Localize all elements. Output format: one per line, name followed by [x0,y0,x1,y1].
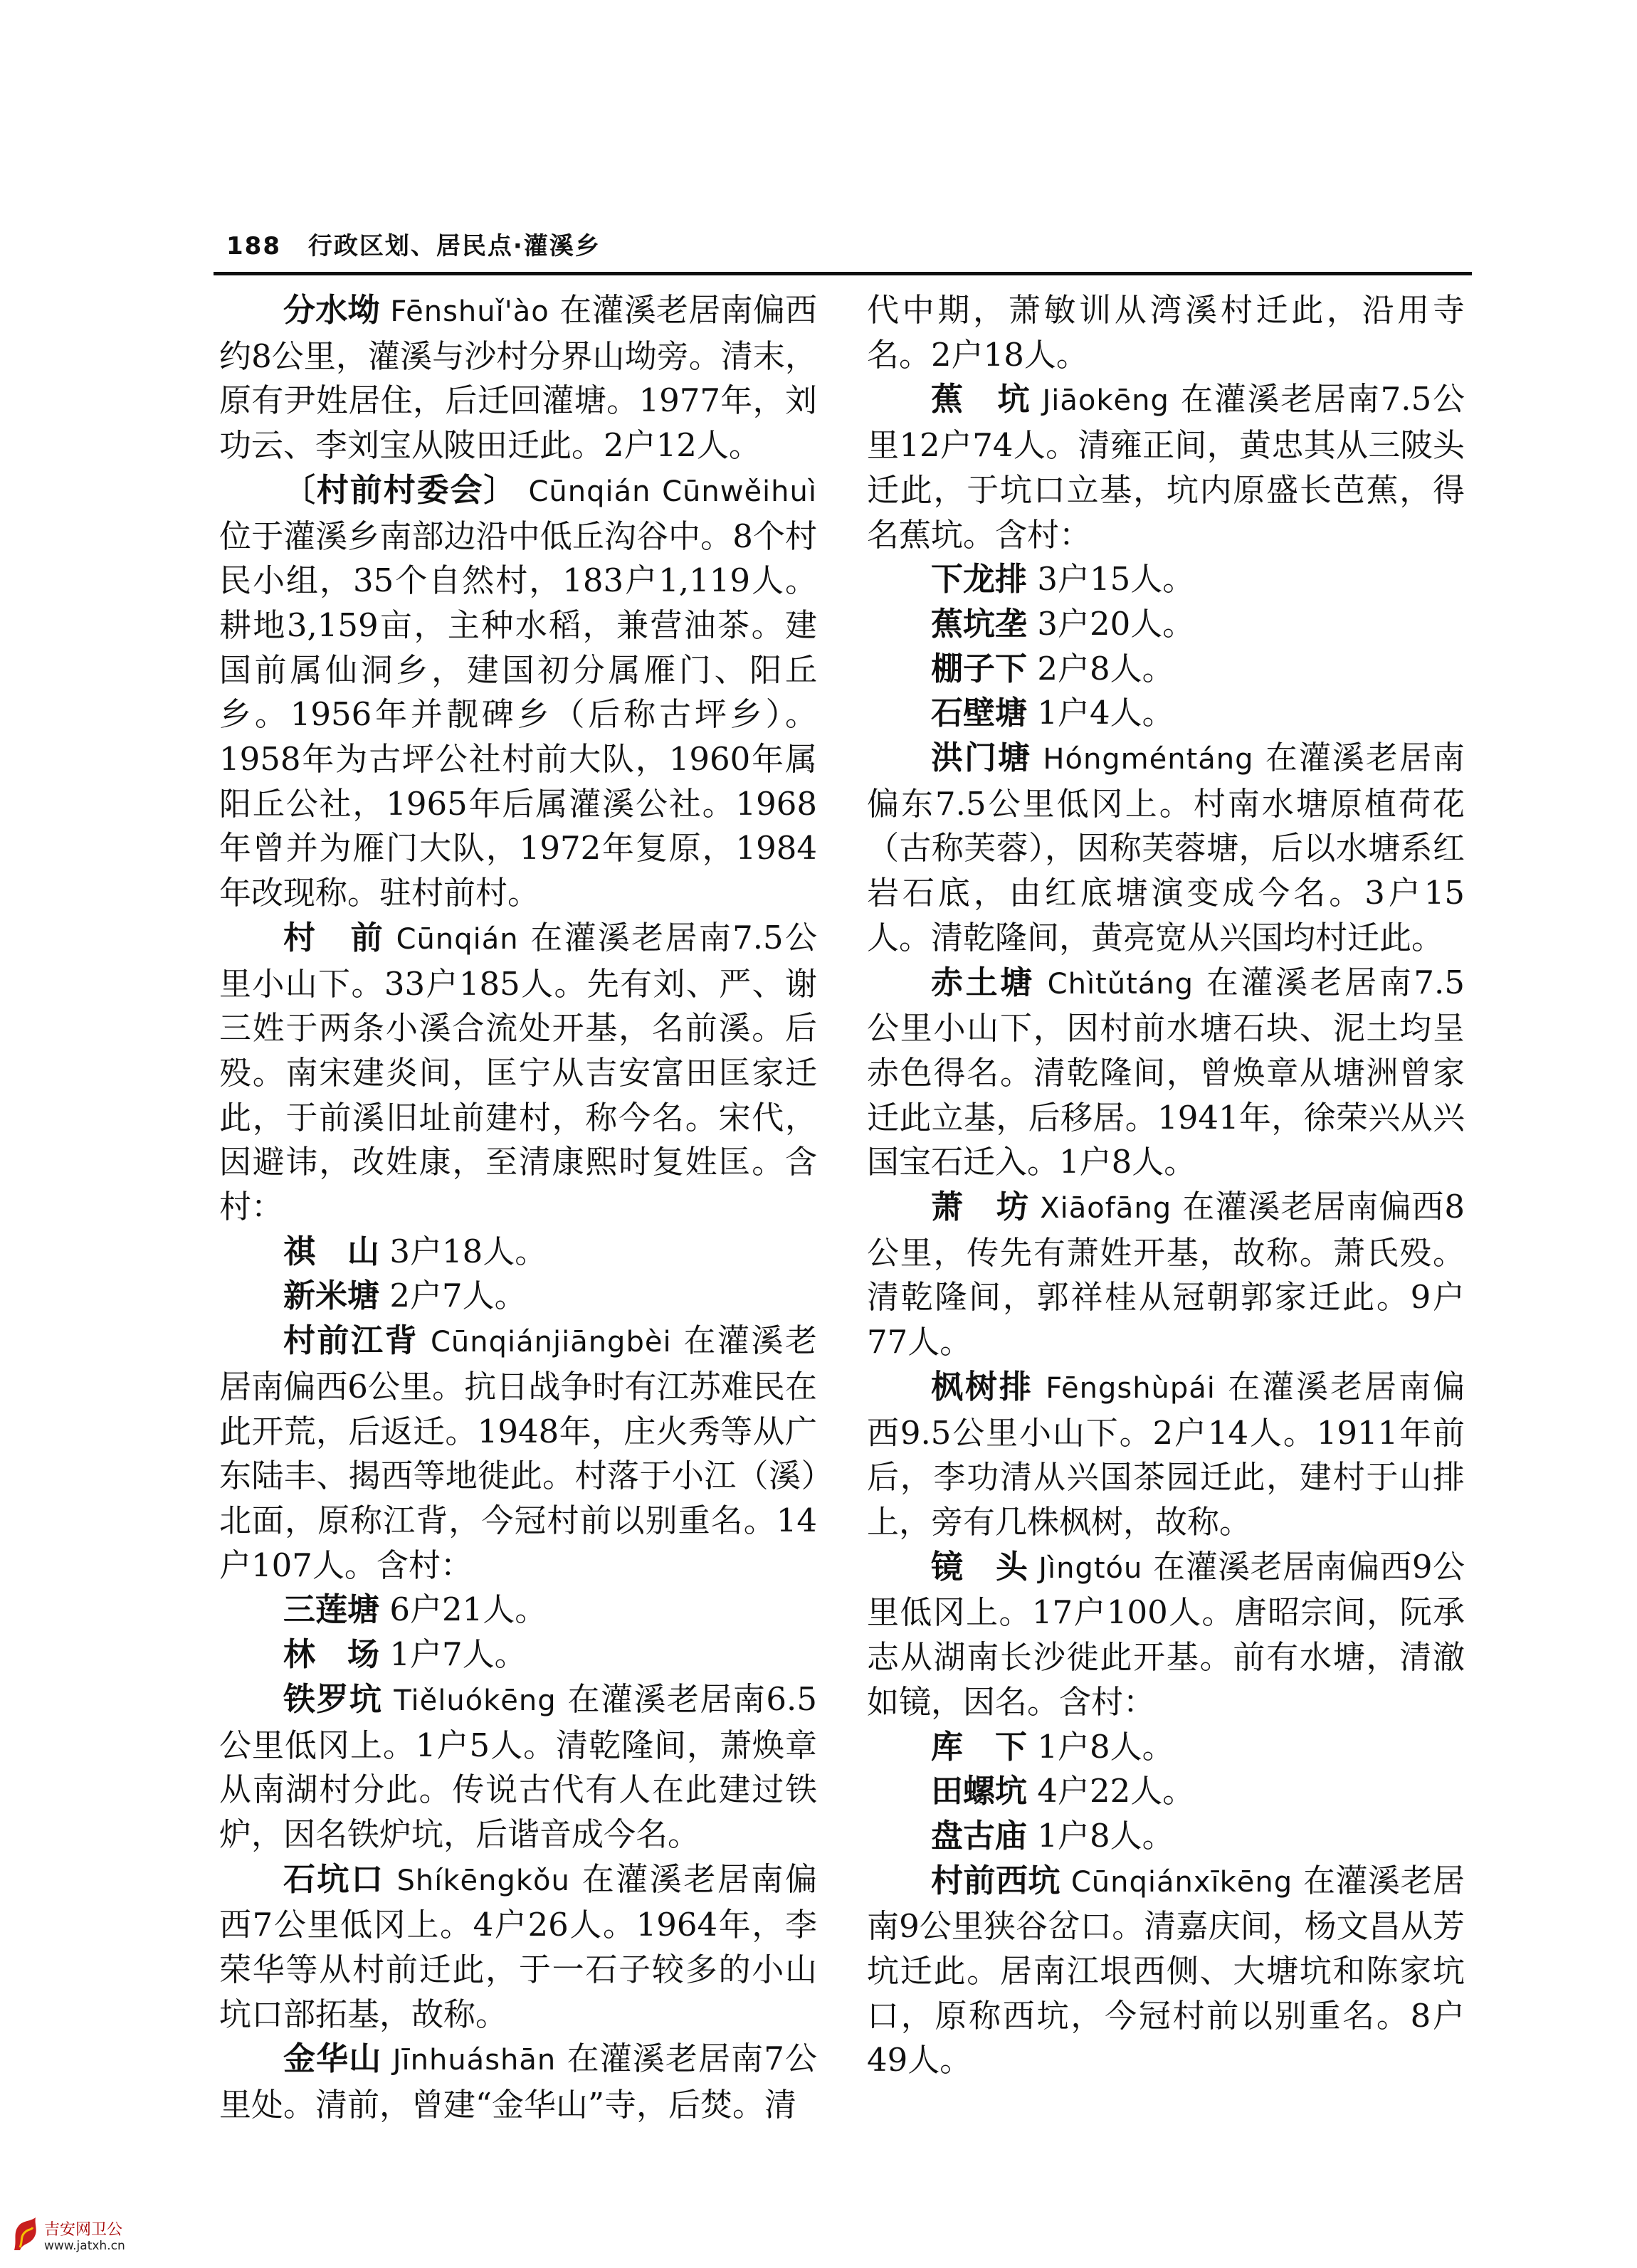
entry-text: 在灌溪老居南偏西约8公里，灌溪与沙村分界山坳旁。清末，原有尹姓居住，后迁回灌塘。1977年，刘功云、李刘宝从陂田迁此。2户12人。 [219,291,817,465]
entry-text: 2户8人。 [1027,649,1174,687]
entry-text: 在灌溪老居南偏东7.5公里低冈上。村南水塘原植荷花（古称芙蓉），因称芙蓉塘，后以水塘系红岩石底，由红底塘演变成今名。3户15人。清乾隆间，黄亮宽从兴国均村迁此。 [867,739,1465,956]
entry-text: 在灌溪老居南7.5公里小山下，因村前水塘石块、泥土均呈赤色得名。清乾隆间，曾焕章从塘洲曾家迁此立基，后移居。1941年，徐荣兴从兴国宝石迁入。1户8人。 [867,963,1465,1181]
entry-text: 4户22人。 [1027,1772,1195,1810]
subvillage-qishan [219,1230,817,1275]
entry-pinyin: Jiāokēng [1042,384,1169,418]
page-number: 188 [226,232,281,260]
entry-pinyin: Fēngshùpái [1046,1371,1216,1405]
entry-text: 在灌溪老居南7公里处。清前，曾建“金华山”寺，后焚。清 [219,2040,817,2124]
entry-name: 下龙排 [931,560,1028,598]
entry-text: 在灌溪老居南偏西8公里，传先有萧姓开基，故称。萧氏殁。清乾隆间，郭祥桂从冠朝郭家迁此。9户77人。 [867,1188,1465,1361]
subvillage-xialongpai [867,557,1465,602]
running-title: 行政区划、居民点·灌溪乡 [307,232,601,260]
left-column [219,288,817,2128]
entry-name: 石壁塘 [931,694,1028,732]
entry-name: 祺 山 [283,1232,380,1270]
entry-name: 新米塘 [283,1277,380,1315]
entry-pinyin: Cūnqián [396,922,519,956]
entry-tieluokeng [219,1677,817,1857]
entry-pinyin: Xiāofāng [1040,1192,1172,1225]
entry-name: 三莲塘 [283,1591,380,1629]
entry-name: 洪门塘 [931,739,1032,777]
entry-name: 赤土塘 [931,963,1035,1001]
right-column [867,288,1465,2083]
entry-chitutang [867,961,1465,1186]
entry-pinyin: Tiěluókēng [394,1684,557,1717]
entry-text: 3户20人。 [1027,604,1195,643]
entry-name: 石坑口 [283,1860,385,1898]
subvillage-linchang [219,1633,817,1677]
entry-name: 分水坳 [283,291,380,329]
subvillage-pengzixia [867,647,1465,692]
entry-name: 棚子下 [931,649,1028,687]
entry-name: 库 下 [931,1727,1028,1766]
entry-text: 在灌溪老居南9公里狭谷岔口。清嘉庆间，杨文昌从芳坑迁此。居南江垠西侧、大塘坑和陈家坑口，原称西坑，今冠村前以别重名。8户49人。 [867,1861,1465,2079]
entry-name: 铁罗坑 [283,1679,383,1718]
entry-pinyin: Jìngtóu [1038,1551,1143,1585]
subvillage-jiaokenglong [867,602,1465,647]
entry-name: 村 前 [283,918,384,956]
entry-name: 林 场 [283,1635,380,1674]
watermark-url: www.jatxh.cn [44,2239,125,2253]
entry-text: 3户18人。 [379,1232,547,1270]
entry-pinyin: Cūnqiánxīkēng [1070,1865,1293,1899]
entry-xiaofang [867,1185,1465,1365]
entry-text: 2户7人。 [379,1277,527,1315]
entry-text: 1户8人。 [1027,1816,1174,1855]
entry-name: 金华山 [283,2040,382,2078]
entry-name: 村前西坑 [931,1861,1061,1899]
entry-text: 在灌溪老居南7.5公里12户74人。清雍正间，黄忠其从三陂头迁此，于坑口立基，坑内原盛长芭蕉，得名蕉坑。含村： [867,380,1465,554]
entry-text: 1户8人。 [1027,1727,1174,1766]
entry-text: 代中期，萧敏训从湾溪村迁此，沿用寺名。2户18人。 [867,291,1465,374]
entry-jinhuashan [219,2037,817,2127]
entry-fengshupai [867,1365,1465,1545]
page-header [226,226,601,261]
entry-pinyin: Fēnshuǐ'ào [390,295,549,328]
entry-text: 在灌溪老居南7.5公里小山下。33户185人。先有刘、严、谢三姓于两条小溪合流处开基，名前溪。后殁。南宋建炎间，匡宁从吉安富田匡家迁此，于前溪旧址前建村，称今名。宋代，因避讳，改姓康，至清康熙时复姓匡。含村： [219,918,817,1226]
entry-fenshuiao [219,288,817,468]
entry-name: 蕉坑垄 [931,604,1028,643]
header-rule [214,272,1472,275]
entry-cunqian [219,916,817,1230]
entry-pinyin: Chìtǔtáng [1047,967,1194,1001]
entry-pinyin: Jīnhuáshān [392,2044,557,2077]
entry-text: 在灌溪老居南偏西6公里。抗日战争时有江苏难民在此开荒，后返迁。1948年，庄火秀等从广东陆丰、揭西等地徙此。村落于小江（溪）北面，原称江背，今冠村前以别重名。14户107人。含村： [219,1322,817,1584]
entry-name: 〔村前村委会〕 [283,470,517,509]
entry-pinyin: Cūnqiánjiāngbèi [430,1326,672,1359]
entry-name: 萧 坊 [931,1188,1029,1226]
entry-text: 1户4人。 [1027,694,1174,732]
entry-text: 1户7人。 [379,1635,527,1674]
flag-logo-icon [10,2215,41,2253]
subvillage-shibitang [867,691,1465,736]
entry-name: 镜 头 [931,1547,1028,1586]
entry-cunqian-committee [219,468,817,916]
entry-jinhuashan-continued [867,288,1465,377]
entry-name: 盘古庙 [931,1816,1028,1855]
entry-jingtou [867,1545,1465,1725]
subvillage-xinmitang [219,1274,817,1319]
entry-name: 村前江背 [283,1322,419,1360]
entry-text: 在灌溪老居南偏西9.5公里小山下。2户14人。1911年前后，李功清从兴国茶园迁此，建村于山排上，旁有几株枫树，故称。 [867,1367,1465,1541]
subvillage-sanliantang [219,1588,817,1633]
entry-pinyin: Shíkēngkǒu [396,1864,570,1897]
entry-pinyin: Hóngméntáng [1043,743,1254,776]
entry-name: 蕉 坑 [931,380,1031,418]
subvillage-kuxia [867,1725,1465,1770]
subvillage-pangumiao [867,1814,1465,1859]
site-watermark [10,2215,125,2257]
entry-text: 6户21人。 [379,1591,547,1629]
entry-text: 在灌溪老居南偏西7公里低冈上。4户26人。1964年，李荣华等从村前迁此，于一石子较多的小山坑口部拓基，故称。 [219,1860,817,2033]
entry-text: 位于灌溪乡南部边沿中低丘沟谷中。8个村民小组，35个自然村，183户1,119人。耕地3,159亩，主种水稻，兼营油茶。建国前属仙洞乡，建国初分属雁门、阳丘乡。1956年并靓碑乡（后称古坪乡）。1958年为古坪公社村前大队，1960年属阳丘公社，1965年后属灌溪公社。1968年曾并为雁门大队，1972年复原，1984年改现称。驻村前村。 [219,517,817,912]
entry-cunqian-xikeng [867,1859,1465,2084]
entry-name: 田螺坑 [931,1772,1028,1810]
entry-text: 在灌溪老居南偏西9公里低冈上。17户100人。唐昭宗间，阮承志从湖南长沙徙此开基。前有水塘，清澈如镜，因名。含村： [867,1547,1465,1721]
entry-shikengkou [219,1857,817,2037]
watermark-name: 吉安网卫公 [44,2221,123,2239]
entry-name: 枫树排 [931,1367,1033,1405]
entry-pinyin: Cūnqián Cūnwěihuì [528,475,817,508]
subvillage-tianluokeng [867,1769,1465,1814]
entry-text: 3户15人。 [1027,560,1195,598]
entry-cunqian-jiangbei [219,1319,817,1588]
entry-text: 在灌溪老居南6.5公里低冈上。1户5人。清乾隆间，萧焕章从南湖村分此。传说古代有人在此建过铁炉，因名铁炉坑，后谐音成今名。 [219,1679,817,1853]
entry-hongmentang [867,736,1465,961]
entry-jiaokeng [867,377,1465,557]
